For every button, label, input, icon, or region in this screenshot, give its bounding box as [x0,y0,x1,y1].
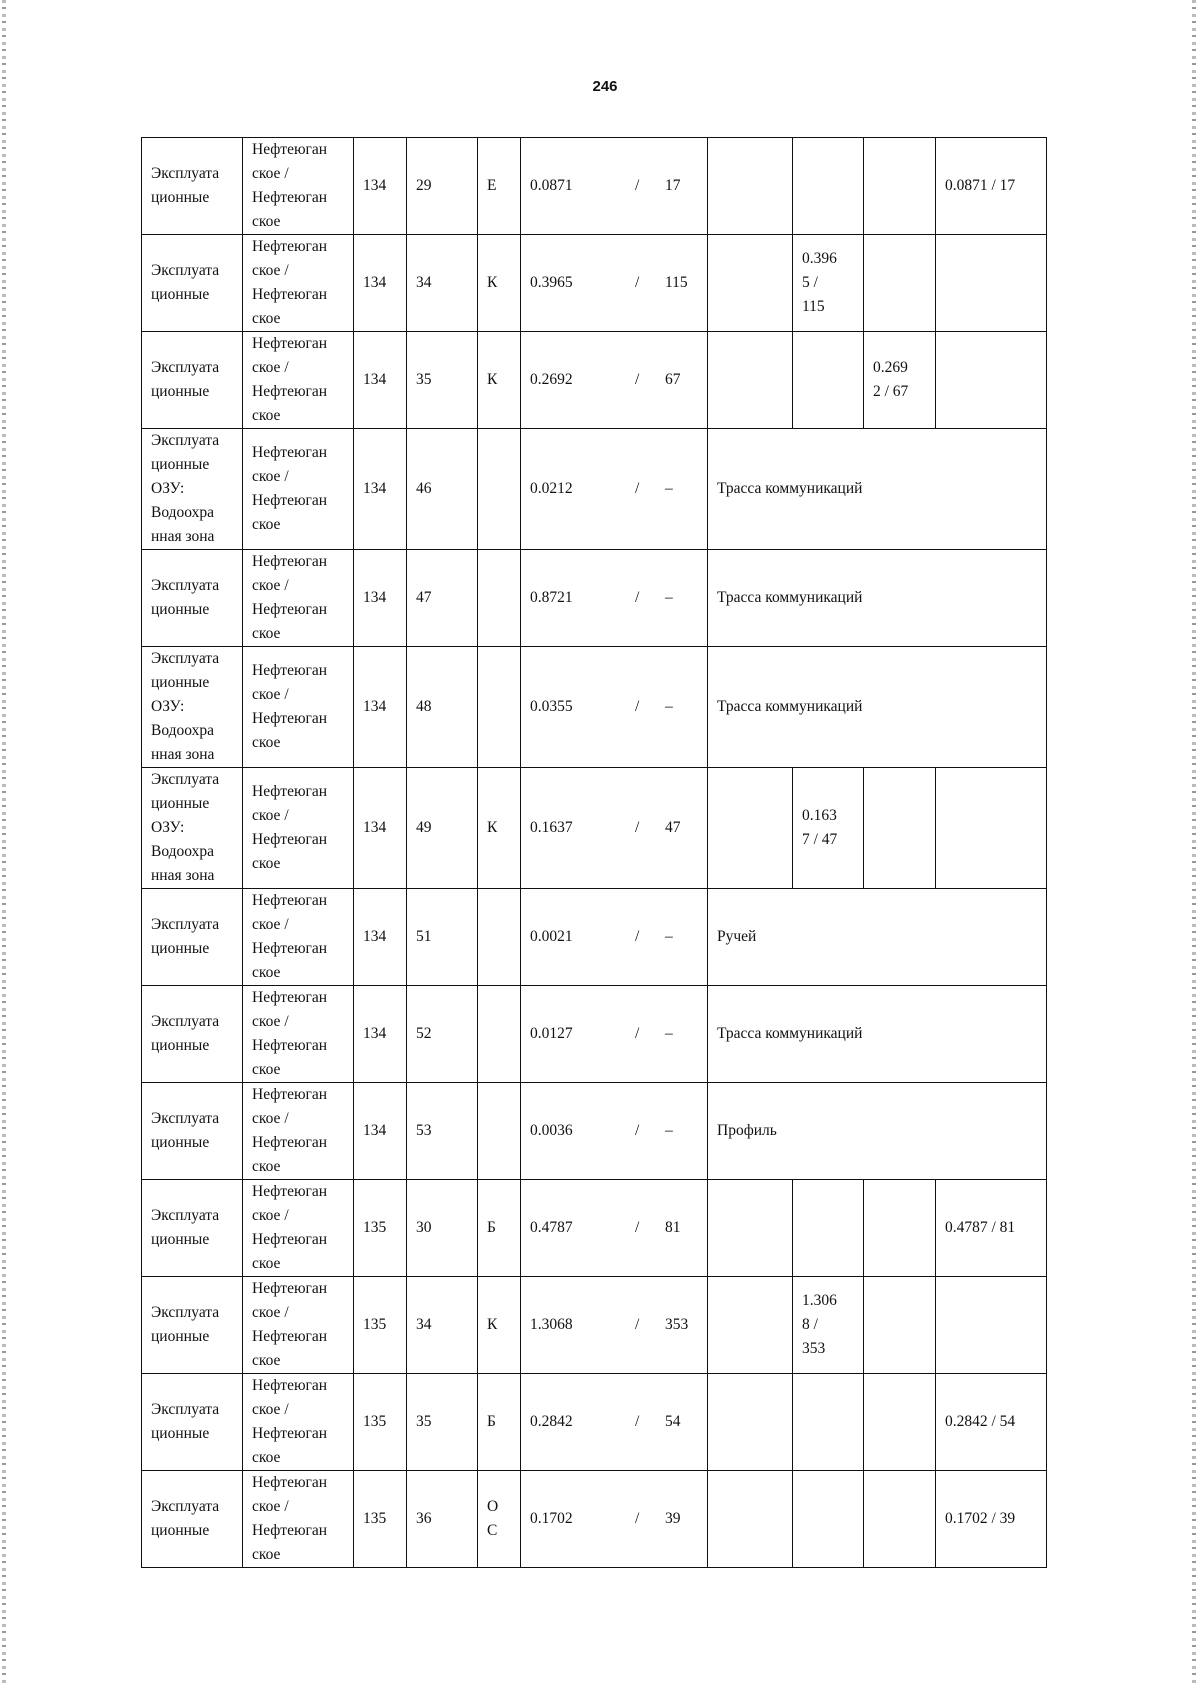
land-category-cell-line: ционные [151,940,210,957]
deposit-name-cell-line: ское [252,855,281,872]
deposit-name-cell-line: ское [252,1255,281,1272]
land-category-cell-line: ционные [151,1231,210,1248]
extra-col-3-cell [864,332,936,429]
deposit-name-cell-line: ское / [252,468,289,485]
land-category-cell-line: ционные [151,1522,210,1539]
extra-col-2-cell-line: 1.306 [802,1292,837,1309]
area-value: 0.0021 [530,928,573,945]
volume-value: 67 [665,371,681,388]
land-category-cell [142,1374,243,1471]
extra-col-1-cell [708,332,793,429]
deposit-name-cell-line: Нефтеюган [252,1134,328,1151]
land-category-cell-line: ОЗУ: [151,480,185,497]
land-category-cell [142,986,243,1083]
land-category-cell-line: Эксплуата [151,165,220,182]
land-category-cell-line: Водоохра [151,722,215,739]
table-row [142,429,1047,550]
table-row [142,138,1047,235]
scan-edge-right [1192,0,1196,1685]
extra-col-2-cell-line: 5 / [802,274,818,291]
land-category-cell-line: Эксплуата [151,359,220,376]
slash-separator: / [635,1219,640,1236]
area-value: 0.1637 [530,819,573,836]
extra-col-2-cell-line: 0.396 [802,250,837,267]
area-volume-cell [521,768,708,889]
deposit-name-cell [243,138,354,235]
forest-category-cell-line: К [487,371,498,388]
forest-category-cell [478,429,521,550]
area-value: 0.0355 [530,698,573,715]
land-category-cell [142,550,243,647]
deposit-name-cell-line: Нефтеюган [252,892,328,909]
deposit-name-cell-line: Нефтеюган [252,335,328,352]
deposit-name-cell-line: ское / [252,1013,289,1030]
land-category-cell [142,332,243,429]
area-value: 0.3965 [530,274,573,291]
forest-category-cell [478,1471,521,1568]
deposit-name-cell-line: ское [252,1352,281,1369]
deposit-name-cell-line: Нефтеюган [252,1231,328,1248]
extra-col-2-cell-line: 0.163 [802,807,837,824]
slash-separator: / [635,928,640,945]
land-category-cell-line: Эксплуата [151,1110,220,1127]
slash-separator: / [635,589,640,606]
deposit-name-cell-line: Нефтеюган [252,831,328,848]
plot-number-cell: 47 [407,550,478,647]
extra-col-4-cell-line: 0.2842 / 54 [945,1413,1016,1430]
quarter-number-cell: 134 [354,1083,407,1180]
table-row [142,768,1047,889]
scan-edge-left [2,0,6,1685]
extra-col-3-cell [864,235,936,332]
extra-col-3-cell [864,1180,936,1277]
slash-separator: / [635,1025,640,1042]
land-category-cell-line: Эксплуата [151,1401,220,1418]
deposit-name-cell-line: Нефтеюган [252,710,328,727]
forest-category-cell [478,889,521,986]
deposit-name-cell-line: ское / [252,807,289,824]
area-volume-cell [521,889,708,986]
plot-number-cell: 51 [407,889,478,986]
plot-number-cell: 30 [407,1180,478,1277]
extra-col-3-cell [864,768,936,889]
forest-category-cell-line: Б [487,1413,496,1430]
extra-col-3-cell [864,138,936,235]
deposit-name-cell-line: ское [252,1061,281,1078]
plot-number-cell: 35 [407,1374,478,1471]
land-category-cell-line: ционные [151,189,210,206]
forest-category-cell-line: Е [487,177,497,194]
slash-separator: / [635,698,640,715]
extra-col-4-cell-line: 0.4787 / 81 [945,1219,1016,1236]
land-category-cell-line: Эксплуата [151,1013,220,1030]
volume-value: – [665,928,673,945]
area-value: 0.8721 [530,589,573,606]
quarter-number-cell: 134 [354,647,407,768]
deposit-name-cell-line: Нефтеюган [252,1328,328,1345]
quarter-number-cell: 134 [354,235,407,332]
deposit-name-cell-line: ское / [252,262,289,279]
extra-col-2-cell [793,768,864,889]
area-value: 0.2842 [530,1413,573,1430]
volume-value: 39 [665,1510,681,1527]
land-category-cell-line: Водоохра [151,504,215,521]
forest-category-cell [478,235,521,332]
land-category-cell-line: ционные [151,601,210,618]
forest-category-cell [478,138,521,235]
extra-col-4-cell [936,768,1047,889]
land-category-cell-line: Эксплуата [151,650,220,667]
purpose-note-cell: Трасса коммуникаций [708,550,1047,647]
area-volume-cell [521,1180,708,1277]
extra-col-4-cell-line: 0.1702 / 39 [945,1510,1016,1527]
extra-col-4-cell [936,138,1047,235]
deposit-name-cell-line: ское / [252,1401,289,1418]
deposit-name-cell-line: ское [252,1546,281,1563]
land-category-cell-line: нная зона [151,867,215,884]
plot-number-cell: 35 [407,332,478,429]
table-row [142,332,1047,429]
extra-col-4-cell [936,1277,1047,1374]
quarter-number-cell: 135 [354,1180,407,1277]
plot-number-cell: 46 [407,429,478,550]
deposit-name-cell-line: Нефтеюган [252,189,328,206]
land-category-cell [142,768,243,889]
forest-category-cell [478,986,521,1083]
land-category-cell-line: нная зона [151,746,215,763]
land-category-cell-line: ОЗУ: [151,698,185,715]
plot-number-cell: 34 [407,235,478,332]
deposit-name-cell-line: Нефтеюган [252,1280,328,1297]
extra-col-3-cell [864,1277,936,1374]
table-row [142,1374,1047,1471]
deposit-name-cell [243,550,354,647]
extra-col-3-cell-line: 0.269 [873,359,908,376]
land-category-cell-line: Эксплуата [151,577,220,594]
deposit-name-cell-line: ское / [252,359,289,376]
deposit-name-cell-line: ское [252,625,281,642]
land-category-cell-line: Эксплуата [151,916,220,933]
area-value: 0.2692 [530,371,573,388]
plot-number-cell: 52 [407,986,478,1083]
land-category-cell [142,1180,243,1277]
extra-col-4-cell [936,332,1047,429]
deposit-name-cell-line: ское / [252,1207,289,1224]
deposit-name-cell-line: Нефтеюган [252,601,328,618]
deposit-name-cell [243,1180,354,1277]
land-category-cell-line: Водоохра [151,843,215,860]
volume-value: 115 [665,274,688,291]
deposit-name-cell-line: ское [252,1158,281,1175]
table-row [142,1180,1047,1277]
forest-category-cell [478,332,521,429]
extra-col-4-cell [936,1180,1047,1277]
deposit-name-cell [243,1277,354,1374]
extra-col-4-cell [936,235,1047,332]
area-value: 0.0212 [530,480,573,497]
quarter-number-cell: 135 [354,1471,407,1568]
volume-value: – [665,480,673,497]
table-row [142,647,1047,768]
plot-number-cell: 53 [407,1083,478,1180]
area-volume-cell [521,332,708,429]
quarter-number-cell: 134 [354,768,407,889]
extra-col-2-cell-line: 7 / 47 [802,831,838,848]
purpose-note-cell: Трасса коммуникаций [708,986,1047,1083]
forest-category-cell [478,1374,521,1471]
deposit-name-cell [243,768,354,889]
land-category-cell-line: ционные [151,286,210,303]
land-category-cell-line: ционные [151,795,210,812]
land-category-cell [142,235,243,332]
extra-col-4-cell [936,1374,1047,1471]
land-category-cell [142,1471,243,1568]
area-volume-cell [521,1471,708,1568]
slash-separator: / [635,1316,640,1333]
forest-category-cell-line: Б [487,1219,496,1236]
purpose-note-cell: Ручей [708,889,1047,986]
area-volume-cell [521,1374,708,1471]
area-value: 0.0871 [530,177,573,194]
deposit-name-cell [243,1083,354,1180]
deposit-name-cell-line: Нефтеюган [252,286,328,303]
area-volume-cell [521,550,708,647]
land-category-cell-line: ционные [151,1328,210,1345]
extra-col-1-cell [708,768,793,889]
plot-number-cell: 34 [407,1277,478,1374]
deposit-name-cell-line: ское / [252,165,289,182]
volume-value: – [665,1122,673,1139]
deposit-name-cell [243,889,354,986]
volume-value: – [665,1025,673,1042]
forest-category-cell-line: О [487,1498,499,1515]
volume-value: 54 [665,1413,681,1430]
area-volume-cell [521,1083,708,1180]
purpose-note-cell: Трасса коммуникаций [708,429,1047,550]
extra-col-1-cell [708,1471,793,1568]
slash-separator: / [635,371,640,388]
land-category-cell-line: Эксплуата [151,1498,220,1515]
extra-col-2-cell [793,1374,864,1471]
forest-category-cell-line: С [487,1522,498,1539]
land-category-cell-line: Эксплуата [151,262,220,279]
volume-value: 353 [665,1316,689,1333]
deposit-name-cell-line: Нефтеюган [252,1183,328,1200]
deposit-name-cell-line: Нефтеюган [252,444,328,461]
extra-col-4-cell-line: 0.0871 / 17 [945,177,1016,194]
extra-col-3-cell [864,1374,936,1471]
table-row [142,550,1047,647]
deposit-name-cell-line: Нефтеюган [252,141,328,158]
slash-separator: / [635,480,640,497]
table-row [142,1471,1047,1568]
land-category-cell-line: ционные [151,456,210,473]
extra-col-2-cell-line: 8 / [802,1316,818,1333]
deposit-name-cell-line: Нефтеюган [252,238,328,255]
page-number: 246 [592,78,618,95]
extra-col-3-cell-line: 2 / 67 [873,383,909,400]
slash-separator: / [635,177,640,194]
quarter-number-cell: 134 [354,332,407,429]
land-category-cell [142,647,243,768]
deposit-name-cell-line: ское / [252,686,289,703]
deposit-name-cell-line: Нефтеюган [252,492,328,509]
area-volume-cell [521,429,708,550]
extra-col-2-cell [793,138,864,235]
deposit-name-cell-line: ское [252,407,281,424]
extra-col-2-cell [793,235,864,332]
slash-separator: / [635,274,640,291]
land-category-cell-line: ционные [151,1134,210,1151]
volume-value: 17 [665,177,681,194]
land-category-cell-line: ционные [151,383,210,400]
volume-value: 47 [665,819,681,836]
land-plots-table [141,137,1047,1568]
table-row [142,889,1047,986]
deposit-name-cell-line: ское [252,734,281,751]
table-row [142,1277,1047,1374]
table-row [142,235,1047,332]
forest-category-cell [478,1277,521,1374]
deposit-name-cell-line: Нефтеюган [252,662,328,679]
deposit-name-cell [243,235,354,332]
deposit-name-cell-line: Нефтеюган [252,1086,328,1103]
table-row [142,986,1047,1083]
plot-number-cell: 49 [407,768,478,889]
forest-category-cell-line: К [487,819,498,836]
deposit-name-cell [243,429,354,550]
extra-col-2-cell [793,1277,864,1374]
purpose-note-cell: Профиль [708,1083,1047,1180]
quarter-number-cell: 134 [354,550,407,647]
area-value: 1.3068 [530,1316,573,1333]
land-category-cell-line: ционные [151,1425,210,1442]
forest-category-cell [478,1180,521,1277]
quarter-number-cell: 134 [354,429,407,550]
quarter-number-cell: 134 [354,889,407,986]
quarter-number-cell: 134 [354,986,407,1083]
land-category-cell-line: Эксплуата [151,432,220,449]
deposit-name-cell-line: ское [252,310,281,327]
quarter-number-cell: 134 [354,138,407,235]
land-category-cell-line: Эксплуата [151,1304,220,1321]
forest-category-cell [478,1083,521,1180]
table-row [142,1083,1047,1180]
forest-category-cell [478,550,521,647]
area-volume-cell [521,235,708,332]
deposit-name-cell-line: Нефтеюган [252,1474,328,1491]
extra-col-1-cell [708,235,793,332]
deposit-name-cell-line: Нефтеюган [252,1037,328,1054]
deposit-name-cell-line: Нефтеюган [252,940,328,957]
area-value: 0.4787 [530,1219,573,1236]
extra-col-1-cell [708,138,793,235]
land-category-cell-line: ционные [151,1037,210,1054]
forest-category-cell-line: К [487,274,498,291]
quarter-number-cell: 135 [354,1374,407,1471]
deposit-name-cell-line: Нефтеюган [252,1425,328,1442]
slash-separator: / [635,1413,640,1430]
slash-separator: / [635,819,640,836]
land-category-cell [142,889,243,986]
extra-col-1-cell [708,1180,793,1277]
area-volume-cell [521,138,708,235]
extra-col-1-cell [708,1374,793,1471]
deposit-name-cell-line: ское / [252,1110,289,1127]
extra-col-1-cell [708,1277,793,1374]
deposit-name-cell-line: Нефтеюган [252,989,328,1006]
area-value: 0.1702 [530,1510,573,1527]
deposit-name-cell [243,1374,354,1471]
deposit-name-cell-line: Нефтеюган [252,553,328,570]
plot-number-cell: 29 [407,138,478,235]
area-volume-cell [521,647,708,768]
extra-col-2-cell [793,1471,864,1568]
deposit-name-cell-line: Нефтеюган [252,783,328,800]
extra-col-4-cell [936,1471,1047,1568]
forest-category-cell [478,647,521,768]
deposit-name-cell-line: ское / [252,1304,289,1321]
deposit-name-cell [243,332,354,429]
land-category-cell [142,138,243,235]
extra-col-3-cell [864,1471,936,1568]
land-category-cell [142,1277,243,1374]
quarter-number-cell: 135 [354,1277,407,1374]
deposit-name-cell-line: Нефтеюган [252,383,328,400]
volume-value: – [665,698,673,715]
extra-col-2-cell-line: 353 [802,1340,826,1357]
deposit-name-cell-line: ское [252,516,281,533]
area-value: 0.0127 [530,1025,573,1042]
slash-separator: / [635,1122,640,1139]
deposit-name-cell [243,1471,354,1568]
deposit-name-cell-line: ское / [252,577,289,594]
extra-col-2-cell [793,1180,864,1277]
land-category-cell-line: нная зона [151,528,215,545]
deposit-name-cell-line: ское [252,964,281,981]
area-volume-cell [521,986,708,1083]
slash-separator: / [635,1510,640,1527]
land-category-cell-line: Эксплуата [151,1207,220,1224]
deposit-name-cell-line: ское / [252,1498,289,1515]
area-value: 0.0036 [530,1122,573,1139]
deposit-name-cell-line: ское [252,213,281,230]
plot-number-cell: 36 [407,1471,478,1568]
forest-category-cell-line: К [487,1316,498,1333]
land-category-cell [142,429,243,550]
land-category-cell [142,1083,243,1180]
land-category-cell-line: ОЗУ: [151,819,185,836]
deposit-name-cell-line: Нефтеюган [252,1377,328,1394]
land-category-cell-line: ционные [151,674,210,691]
purpose-note-cell: Трасса коммуникаций [708,647,1047,768]
deposit-name-cell [243,647,354,768]
volume-value: – [665,589,673,606]
area-volume-cell [521,1277,708,1374]
deposit-name-cell-line: ское / [252,916,289,933]
deposit-name-cell [243,986,354,1083]
deposit-name-cell-line: Нефтеюган [252,1522,328,1539]
volume-value: 81 [665,1219,681,1236]
deposit-name-cell-line: ское [252,1449,281,1466]
plot-number-cell: 48 [407,647,478,768]
extra-col-2-cell [793,332,864,429]
forest-category-cell [478,768,521,889]
land-category-cell-line: Эксплуата [151,771,220,788]
extra-col-2-cell-line: 115 [802,298,825,315]
